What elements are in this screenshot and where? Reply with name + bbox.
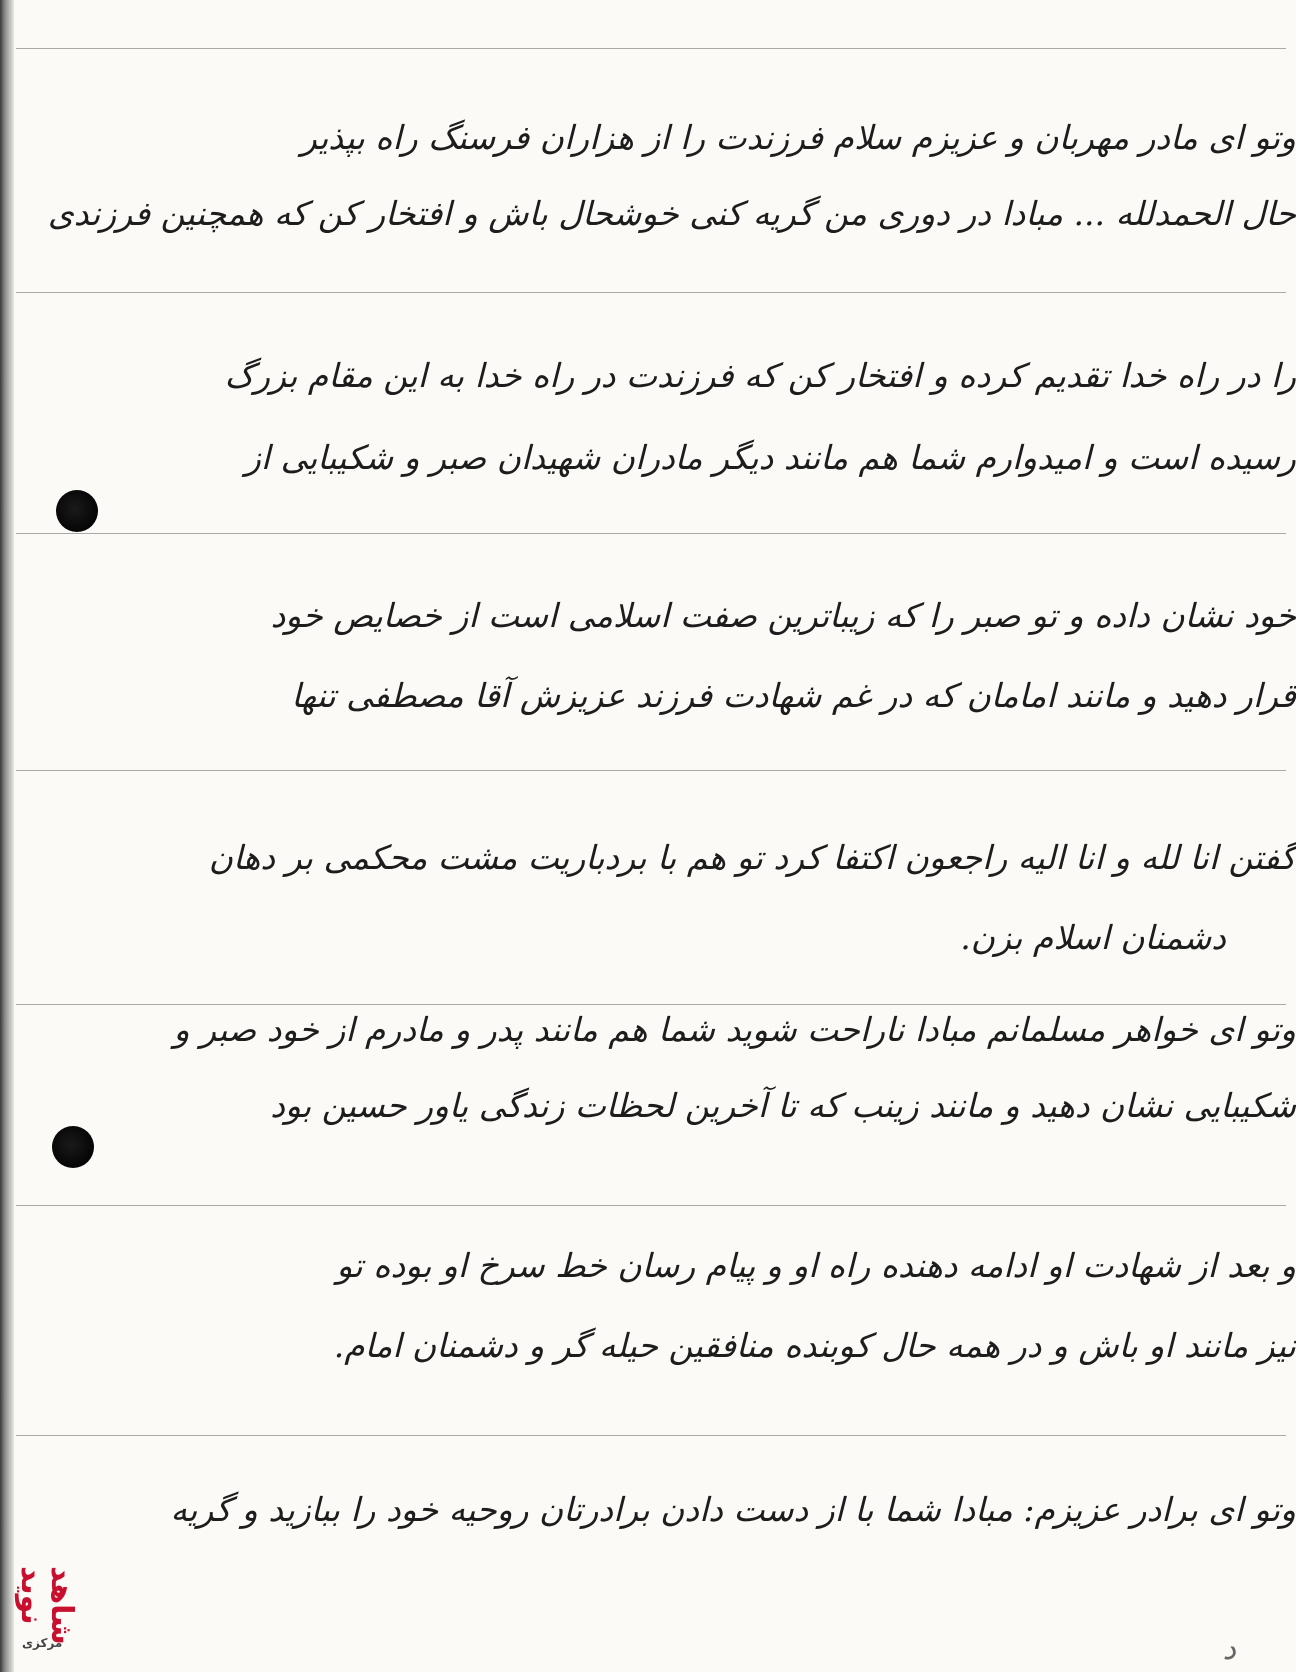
logo-text: شاهد نوید: [14, 1566, 79, 1645]
letter-line-4: رسیده است و امیدوارم شما هم مانند دیگر مادران شهیدان صبر و شکیبایی از: [244, 438, 1296, 477]
ruled-line: [16, 770, 1286, 771]
ruled-line: [16, 1435, 1286, 1436]
letter-line-2: حال الحمدلله ... مبادا در دوری من گریه کنی خوشحال باش و افتخار کن که همچنین فرزندی: [47, 194, 1296, 233]
ruled-line: [16, 533, 1286, 534]
letter-line-8: دشمنان اسلام بزن.: [960, 918, 1226, 957]
letter-line-5: خود نشان داده و تو صبر را که زیباترین صفت اسلامی است از خصایص خود: [270, 596, 1296, 635]
letter-line-13: وتو ای برادر عزیزم: مبادا شما با از دست دادن برادرتان روحیه خود را ببازید و گریه: [170, 1490, 1296, 1529]
letter-line-7: گفتن انا لله و انا الیه راجعون اکتفا کرد تو هم با بردباریت مشت محکمی بر دهان: [208, 838, 1296, 877]
ruled-line: [16, 48, 1286, 49]
shahed-logo: [14, 1566, 79, 1658]
letter-line-1: وتو ای مادر مهربان و عزیزم سلام فرزندت را از هزاران فرسنگ راه بپذیر: [300, 118, 1296, 157]
ruled-line: [16, 292, 1286, 293]
letter-line-12: نیز مانند او باش و در همه حال کوبنده منافقین حیله گر و دشمنان امام.: [333, 1326, 1296, 1365]
letter-line-11: و بعد از شهادت او ادامه دهنده راه او و پیام رسان خط سرخ او بوده تو: [336, 1246, 1296, 1285]
page-edge-shadow: [0, 0, 14, 1672]
letter-line-9: وتو ای خواهر مسلمانم مبادا ناراحت شوید شما هم مانند پدر و مادرم از خود صبر و: [173, 1010, 1296, 1049]
corner-note: د: [1222, 1632, 1236, 1667]
ruled-line: [16, 1205, 1286, 1206]
ruled-line: [16, 1004, 1286, 1005]
punch-hole: [52, 1126, 94, 1168]
punch-hole: [56, 490, 98, 532]
letter-line-10: شکیبایی نشان دهید و مانند زینب که تا آخرین لحظات زندگی یاور حسین بود: [270, 1086, 1296, 1125]
logo-subtext: مرکزی: [22, 1636, 63, 1650]
letter-line-6: قرار دهید و مانند امامان که در غم شهادت فرزند عزیزش آقا مصطفی تنها: [291, 676, 1296, 715]
letter-line-3: را در راه خدا تقدیم کرده و افتخار کن که فرزندت در راه خدا به این مقام بزرگ: [224, 356, 1296, 395]
